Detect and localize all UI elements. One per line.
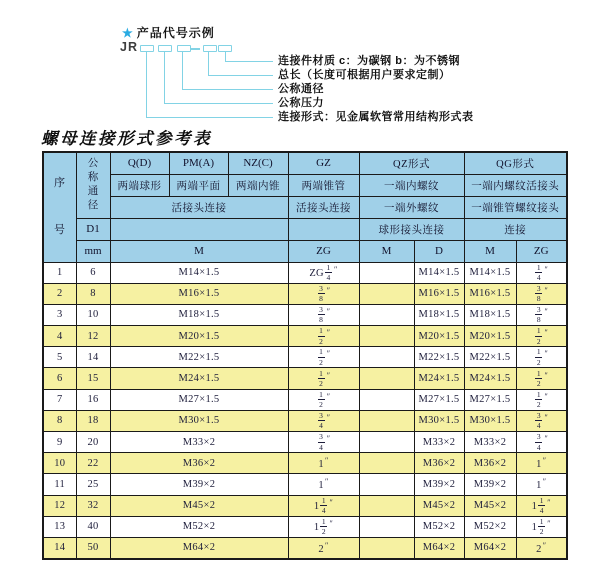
fraction: $\frac{1}{4}$ [539, 495, 544, 516]
header-unit-qg-zg: ZG [516, 240, 567, 262]
cell-qg-zg: 1 $\frac{1}{4}$ ″ [516, 495, 567, 516]
cell-qz-m [359, 389, 414, 410]
fraction: $\frac{3}{4}$ [319, 410, 324, 431]
inch-mark: ″ [326, 413, 331, 422]
header-d1: D1 [76, 218, 110, 240]
code-label-pressure: 公称压力 [278, 97, 324, 109]
cell-gz-thread [288, 304, 359, 325]
inch-mark: ″ [326, 285, 331, 295]
header-seq: 序号 [43, 152, 76, 262]
fraction: $\frac{3}{8}$ [319, 283, 324, 304]
cell-m-thread: M22×1.5 [110, 347, 288, 368]
cell-m-thread: M16×1.5 [110, 283, 288, 304]
cell-m-thread: M36×2 [110, 453, 288, 474]
cell-gz-thread [288, 389, 359, 410]
cell-m-thread: M64×2 [110, 537, 288, 558]
cell-qg-zg [516, 389, 567, 410]
inch-mark: ″ [547, 497, 551, 507]
row-mm: 8 [76, 283, 110, 304]
row-mm: 10 [76, 304, 110, 325]
inch-mark: ″ [542, 456, 547, 466]
row-no: 10 [43, 453, 76, 474]
cell-gz-thread: 1 $\frac{1}{2}$ ″ [288, 516, 359, 537]
fraction: $\frac{1}{2}$ [536, 368, 541, 389]
inch-mark: ″ [544, 285, 549, 295]
fraction: $\frac{3}{8}$ [319, 304, 324, 325]
cell-qz-d: M18×1.5 [414, 304, 464, 325]
inch-mark: ″ [326, 434, 331, 444]
fraction: $\frac{3}{4}$ [319, 432, 324, 452]
cell-qg-zg [516, 410, 567, 431]
header-nz: NZ(C) [228, 152, 288, 174]
cell-qg-m: M14×1.5 [464, 262, 516, 283]
fraction: $\frac{1}{4}$ [536, 262, 541, 283]
cell-qz-d: M36×2 [414, 453, 464, 474]
nut-connection-table [42, 151, 568, 560]
row-mm: 18 [76, 410, 110, 431]
table-title: 螺母连接形式参考表 [41, 129, 212, 148]
table-row [43, 537, 567, 558]
cell-qg-zg [516, 347, 567, 368]
code-label-form: 连接形式：见金属软管常用结构形式表 [278, 111, 474, 123]
cell-qg-zg: 2″ [516, 537, 567, 558]
inch-mark: ″ [542, 540, 547, 550]
inch-mark: ″ [544, 391, 549, 401]
row-no: 11 [43, 474, 76, 495]
inch-mark: ″ [544, 264, 549, 274]
cell-gz-thread: ZG $\frac{1}{4}$ ″ [288, 262, 359, 283]
row-mm: 32 [76, 495, 110, 516]
cell-m-thread: M30×1.5 [110, 410, 288, 431]
cell-qg-zg [516, 368, 567, 389]
fraction: $\frac{1}{4}$ [326, 262, 331, 283]
cell-qz-m [359, 516, 414, 537]
row-no: 2 [43, 283, 76, 304]
connector-line [225, 51, 273, 62]
cell-m-thread: M52×2 [110, 516, 288, 537]
table-row [43, 516, 567, 537]
header-nz-sub: 两端内锥 [228, 174, 288, 196]
cell-qz-m [359, 304, 414, 325]
fraction: $\frac{3}{4}$ [536, 410, 541, 431]
cell-qz-d: M39×2 [414, 474, 464, 495]
row-no: 8 [43, 410, 76, 431]
cell-qz-m [359, 326, 414, 347]
table-row [43, 347, 567, 368]
cell-gz-thread [288, 368, 359, 389]
header-unit-qz-d: D [414, 240, 464, 262]
cell-qg-m: M64×2 [464, 537, 516, 558]
cell-gz-thread: 1″ [288, 474, 359, 495]
header-qg-sub: 一端内螺纹活接头 [464, 174, 567, 196]
cell-m-thread: M18×1.5 [110, 304, 288, 325]
cell-qg-m: M20×1.5 [464, 326, 516, 347]
table-row [43, 368, 567, 389]
empty-cell [110, 218, 288, 240]
row-mm: 20 [76, 432, 110, 453]
cell-qg-zg [516, 326, 567, 347]
inch-mark: ″ [544, 328, 549, 338]
fraction: $\frac{3}{4}$ [536, 432, 541, 452]
fraction: $\frac{3}{8}$ [536, 304, 541, 325]
code-label-length: 总长（长度可根据用户要求定制） [278, 69, 451, 81]
inch-mark: ″ [326, 370, 331, 380]
fraction: $\frac{3}{8}$ [536, 283, 541, 304]
header-unit-qz-m: M [359, 240, 414, 262]
inch-mark: ″ [544, 307, 549, 317]
cell-qz-d: M20×1.5 [414, 326, 464, 347]
table-row [43, 262, 567, 283]
header-gz-sub: 两端锥管 [288, 174, 359, 196]
header-m-connection: 活接头连接 [110, 196, 288, 218]
cell-qz-m [359, 537, 414, 558]
code-prefix: JR [120, 40, 138, 54]
row-mm: 12 [76, 326, 110, 347]
cell-gz-thread [288, 347, 359, 368]
header-qg: QG形式 [464, 152, 567, 174]
row-no: 1 [43, 262, 76, 283]
fraction: $\frac{1}{2}$ [539, 516, 544, 537]
inch-mark: ″ [544, 370, 549, 380]
header-qz: QZ形式 [359, 152, 464, 174]
cell-m-thread: M27×1.5 [110, 389, 288, 410]
header-pm: PM(A) [169, 152, 228, 174]
code-dash [191, 48, 200, 50]
header-qz-connection: 一端外螺纹 [359, 196, 464, 218]
cell-qg-m: M18×1.5 [464, 304, 516, 325]
header-q-sub: 两端球形 [110, 174, 169, 196]
table-row [43, 453, 567, 474]
table-row [43, 410, 567, 431]
empty-cell [288, 218, 359, 240]
cell-qg-m: M52×2 [464, 516, 516, 537]
fraction: $\frac{1}{4}$ [321, 495, 326, 516]
header-mm: mm [76, 240, 110, 262]
cell-gz-thread [288, 410, 359, 431]
cell-gz-thread [288, 326, 359, 347]
cell-qz-d: M64×2 [414, 537, 464, 558]
row-no: 9 [43, 432, 76, 453]
cell-qg-zg [516, 283, 567, 304]
row-mm: 22 [76, 453, 110, 474]
cell-qz-d: M22×1.5 [414, 347, 464, 368]
cell-qg-zg [516, 262, 567, 283]
row-mm: 6 [76, 262, 110, 283]
cell-qz-m [359, 368, 414, 389]
cell-qz-m [359, 453, 414, 474]
cell-qg-m: M33×2 [464, 432, 516, 453]
table-row [43, 326, 567, 347]
inch-mark: ″ [334, 264, 338, 274]
cell-qg-m: M27×1.5 [464, 389, 516, 410]
cell-qz-m [359, 432, 414, 453]
cell-qg-zg: 1 $\frac{1}{2}$ ″ [516, 516, 567, 537]
row-mm: 40 [76, 516, 110, 537]
fraction: $\frac{1}{2}$ [319, 368, 324, 389]
cell-qz-m [359, 347, 414, 368]
inch-mark: ″ [324, 477, 329, 487]
star-icon: ★ [122, 26, 134, 40]
cell-qz-m [359, 283, 414, 304]
cell-qz-m [359, 495, 414, 516]
row-no: 7 [43, 389, 76, 410]
inch-mark: ″ [326, 307, 331, 317]
cell-m-thread: M39×2 [110, 474, 288, 495]
inch-mark: ″ [326, 328, 331, 338]
inch-mark: ″ [329, 497, 334, 507]
inch-mark: ″ [544, 413, 549, 422]
row-no: 14 [43, 537, 76, 558]
cell-qz-d: M27×1.5 [414, 389, 464, 410]
row-no: 12 [43, 495, 76, 516]
cell-qz-d: M52×2 [414, 516, 464, 537]
cell-gz-thread: 2″ [288, 537, 359, 558]
header-gz-connection: 活接头连接 [288, 196, 359, 218]
row-no: 13 [43, 516, 76, 537]
row-mm: 14 [76, 347, 110, 368]
row-mm: 16 [76, 389, 110, 410]
cell-qg-m: M36×2 [464, 453, 516, 474]
fraction: $\frac{1}{2}$ [319, 326, 324, 346]
cell-qg-m: M30×1.5 [464, 410, 516, 431]
cell-qg-zg: 1″ [516, 453, 567, 474]
inch-mark: ″ [544, 349, 549, 359]
cell-qg-m: M39×2 [464, 474, 516, 495]
fraction: $\frac{1}{2}$ [536, 389, 541, 410]
cell-qg-m: M22×1.5 [464, 347, 516, 368]
cell-qz-d: M14×1.5 [414, 262, 464, 283]
header-unit-qg-m: M [464, 240, 516, 262]
cell-qz-d: M16×1.5 [414, 283, 464, 304]
header-q: Q(D) [110, 152, 169, 174]
cell-qg-zg [516, 432, 567, 453]
cell-qz-m [359, 474, 414, 495]
inch-mark: ″ [542, 477, 547, 487]
cell-qz-d: M33×2 [414, 432, 464, 453]
table-row [43, 432, 567, 453]
header-qz-join: 球形接头连接 [359, 218, 464, 240]
inch-mark: ″ [329, 518, 334, 528]
fraction: $\frac{1}{2}$ [536, 326, 541, 346]
header-gz: GZ [288, 152, 359, 174]
inch-mark: ″ [324, 540, 329, 550]
cell-qg-zg: 1″ [516, 474, 567, 495]
table-header [43, 152, 567, 262]
cell-gz-thread [288, 283, 359, 304]
inch-mark: ″ [547, 518, 551, 528]
cell-m-thread: M33×2 [110, 432, 288, 453]
cell-qg-m: M45×2 [464, 495, 516, 516]
table-row [43, 304, 567, 325]
row-no: 6 [43, 368, 76, 389]
header-qg-connection: 一端锥管螺纹接头 [464, 196, 567, 218]
header-qz-sub: 一端内螺纹 [359, 174, 464, 196]
cell-qz-m [359, 410, 414, 431]
fraction: $\frac{1}{2}$ [319, 389, 324, 410]
header-nominal-diameter: 公称通径 [76, 152, 110, 218]
inch-mark: ″ [326, 391, 331, 401]
header-unit-zg: ZG [288, 240, 359, 262]
cell-qg-m: M16×1.5 [464, 283, 516, 304]
cell-qg-zg [516, 304, 567, 325]
cell-qz-d: M45×2 [414, 495, 464, 516]
inch-mark: ″ [324, 456, 329, 466]
header-pm-sub: 两端平面 [169, 174, 228, 196]
cell-m-thread: M24×1.5 [110, 368, 288, 389]
cell-qz-d: M24×1.5 [414, 368, 464, 389]
table-row [43, 283, 567, 304]
inch-mark: ″ [326, 349, 331, 359]
row-mm: 50 [76, 537, 110, 558]
cell-m-thread: M14×1.5 [110, 262, 288, 283]
cell-gz-thread: 1″ [288, 453, 359, 474]
cell-qz-d: M30×1.5 [414, 410, 464, 431]
row-mm: 25 [76, 474, 110, 495]
cell-qz-m [359, 262, 414, 283]
row-no: 5 [43, 347, 76, 368]
diagram-heading-text: 产品代号示例 [136, 26, 215, 40]
cell-gz-thread [288, 432, 359, 453]
code-label-material: 连接件材质 c：为碳钢 b：为不锈钢 [278, 55, 460, 67]
row-no: 4 [43, 326, 76, 347]
cell-gz-thread: 1 $\frac{1}{4}$ ″ [288, 495, 359, 516]
cell-m-thread: M20×1.5 [110, 326, 288, 347]
row-mm: 15 [76, 368, 110, 389]
fraction: $\frac{1}{2}$ [321, 516, 326, 537]
table-body [43, 262, 567, 559]
header-qg-join: 连接 [464, 218, 567, 240]
diagram-heading [122, 24, 215, 41]
table-row [43, 474, 567, 495]
table-row [43, 495, 567, 516]
fraction: $\frac{1}{2}$ [536, 347, 541, 367]
inch-mark: ″ [544, 434, 549, 444]
cell-qg-m: M24×1.5 [464, 368, 516, 389]
cell-m-thread: M45×2 [110, 495, 288, 516]
header-unit-m: M [110, 240, 288, 262]
table-row [43, 389, 567, 410]
fraction: $\frac{1}{2}$ [319, 347, 324, 367]
row-no: 3 [43, 304, 76, 325]
code-label-diameter: 公称通径 [278, 83, 324, 95]
